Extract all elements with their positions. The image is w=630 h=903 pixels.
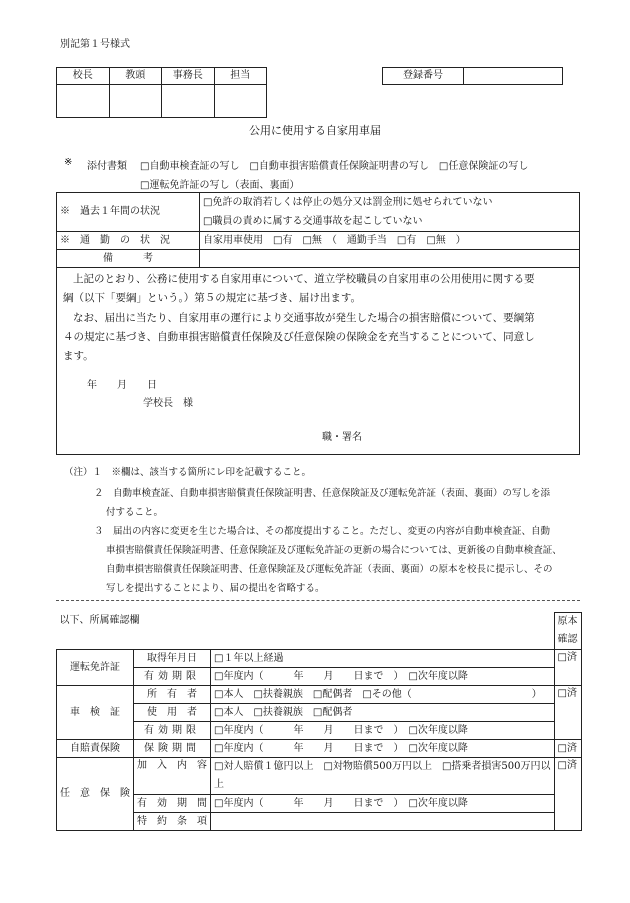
remarks-label: 備 考 <box>57 250 200 268</box>
past-year-no-accident-checkbox[interactable]: □職員の責めに属する交通事故を起こしていない <box>203 216 423 227</box>
registration-number-label: 登録番号 <box>383 68 464 85</box>
license-acquired-label: 取得年月日 <box>134 650 211 668</box>
approval-header-office-chief: 事務長 <box>162 68 215 85</box>
vehicle-owner-checkboxes[interactable]: □本人 □扶養親族 □配偶者 □その他（ ） <box>211 686 555 704</box>
date-line[interactable]: 年 月 日 <box>87 380 157 391</box>
body-para1-line1: 上記のとおり、公務に使用する自家用車について、道立学校職員の自家用車の公用使用に関する要 <box>73 273 535 285</box>
note-1: （注）１ ※欄は、該当する箇所にレ印を記載すること。 <box>64 467 312 478</box>
voluntary-valid-checkboxes[interactable]: □年度内（ 年 月 日まで ） □次年度以降 <box>211 795 555 813</box>
voluntary-original-check[interactable]: □済 <box>554 758 581 831</box>
confirmation-table <box>56 612 582 831</box>
vehicle-user-checkboxes[interactable]: □本人 □扶養親族 □配偶者 <box>211 704 555 722</box>
approval-header-vice-principal: 教頭 <box>109 68 162 85</box>
past-year-no-license-penalty-checkbox[interactable]: □免許の取消若しくは停止の処分又は罰金刑に処せられていない <box>203 197 493 208</box>
approval-stamp-vice-principal[interactable] <box>109 85 162 118</box>
past-year-label: ※ 過去１年間の状況 <box>57 193 200 232</box>
approval-header-staff: 担当 <box>214 68 267 85</box>
license-label: 運転免許証 <box>57 650 134 686</box>
commute-label: ※ 通 勤 の 状 況 <box>57 232 200 250</box>
approval-header-principal: 校長 <box>57 68 110 85</box>
license-expiry-checkboxes[interactable]: □年度内（ 年 月 日まで ） □次年度以降 <box>211 668 555 686</box>
attachments-label: 添付書類 <box>87 161 127 172</box>
note-2-line2: 付すること。 <box>106 507 164 518</box>
note-3-line3: 自動車損害賠償責任保険証明書、任意保険証及び運転免許証（表面、裏面）の原本を校長に提示し、その <box>106 564 553 575</box>
liability-original-check[interactable]: □済 <box>554 740 581 758</box>
attachments-mark: ※ <box>64 157 73 168</box>
voluntary-insurance-label: 任 意 保 険 <box>57 758 134 831</box>
note-3-line1: ３ 届出の内容に変更を生じた場合は、その都度提出すること。ただし、変更の内容が自動車検査証、自動 <box>94 526 551 537</box>
note-2-line1: ２ 自動車検査証、自動車損害賠償責任保険証明書、任意保険証及び運転免許証（表面、裏面）の写しを添 <box>94 488 551 499</box>
approval-stamp-office-chief[interactable] <box>162 85 215 118</box>
approval-stamp-principal[interactable] <box>57 85 110 118</box>
signature-label[interactable]: 職・署名 <box>322 432 362 443</box>
voluntary-special-label: 特 約 条 項 <box>134 813 211 831</box>
license-expiry-label: 有効期限 <box>134 668 211 686</box>
vehicle-expiry-checkboxes[interactable]: □年度内（ 年 月 日まで ） □次年度以降 <box>211 722 555 740</box>
original-check-header-line1: 原本 <box>557 616 578 627</box>
registration-number-field[interactable] <box>464 68 563 85</box>
declaration-table <box>56 192 580 455</box>
remarks-field[interactable] <box>200 250 580 268</box>
voluntary-coverage-line1[interactable]: □対人賠償１億円以上 □対物賠償500万円以上 □搭乗者損害500万円以 <box>214 761 551 772</box>
registration-number-table <box>382 67 563 85</box>
page-title: 公用に使用する自家用車届 <box>249 124 381 137</box>
vehicle-inspection-label: 車 検 証 <box>57 686 134 740</box>
liability-period-label: 保険期間 <box>134 740 211 758</box>
confirmation-header: 以下、所属確認欄 <box>59 614 140 626</box>
vehicle-original-check[interactable]: □済 <box>554 686 581 740</box>
attachments-checkbox-line2[interactable]: □運転免許証の写し（表面、裏面） <box>140 180 300 191</box>
divider-dotted <box>56 600 580 601</box>
body-para2-line1: なお、届出に当たり、自家用車の運行により交通事故が発生した場合の損害賠償について、要綱第 <box>73 312 535 324</box>
voluntary-coverage-line2: 上 <box>214 779 224 790</box>
vehicle-owner-label: 所 有 者 <box>134 686 211 704</box>
voluntary-special-field[interactable] <box>211 813 555 831</box>
addressee: 学校長 様 <box>143 398 193 409</box>
license-acquired-checkbox[interactable]: □１年以上経過 <box>211 650 555 668</box>
license-original-check[interactable]: □済 <box>554 650 581 686</box>
body-para2-line2: ４の規定に基づき、自動車損害賠償責任保険及び任意保険の保険金を充当することについて、同意し <box>63 331 535 343</box>
liability-insurance-label: 自賠責保険 <box>57 740 134 758</box>
voluntary-coverage-checkboxes <box>211 758 555 795</box>
note-3-line4: 写しを提出することにより、届の提出を省略する。 <box>106 583 325 594</box>
approval-stamp-staff[interactable] <box>214 85 267 118</box>
vehicle-user-label: 使 用 者 <box>134 704 211 722</box>
voluntary-valid-label: 有 効 期 間 <box>134 795 211 813</box>
declaration-body <box>57 268 580 455</box>
approval-stamp-table <box>56 67 267 118</box>
liability-period-checkboxes[interactable]: □年度内（ 年 月 日まで ） □次年度以降 <box>211 740 555 758</box>
body-para1-line2: 綱（以下「要綱」という。）第５の規定に基づき、届け出ます。 <box>63 292 361 304</box>
voluntary-coverage-label: 加 入 内 容 <box>134 758 211 795</box>
attachments-checkbox-line1[interactable]: □自動車検査証の写し □自動車損害賠償責任保険証明書の写し □任意保険証の写し <box>140 161 529 172</box>
vehicle-expiry-label: 有効期限 <box>134 722 211 740</box>
original-check-header <box>554 613 581 650</box>
note-3-line2: 車損害賠償責任保険証明書、任意保険証及び運転免許証の更新の場合については、更新後の自動車検査証、 <box>106 545 562 556</box>
form-id: 別記第１号様式 <box>60 39 130 50</box>
commute-status-checkboxes[interactable]: 自家用車使用 □有 □無 （ 通勤手当 □有 □無 ） <box>200 232 580 250</box>
original-check-header-line2: 確認 <box>557 634 578 645</box>
body-para2-line3: ます。 <box>63 350 94 362</box>
